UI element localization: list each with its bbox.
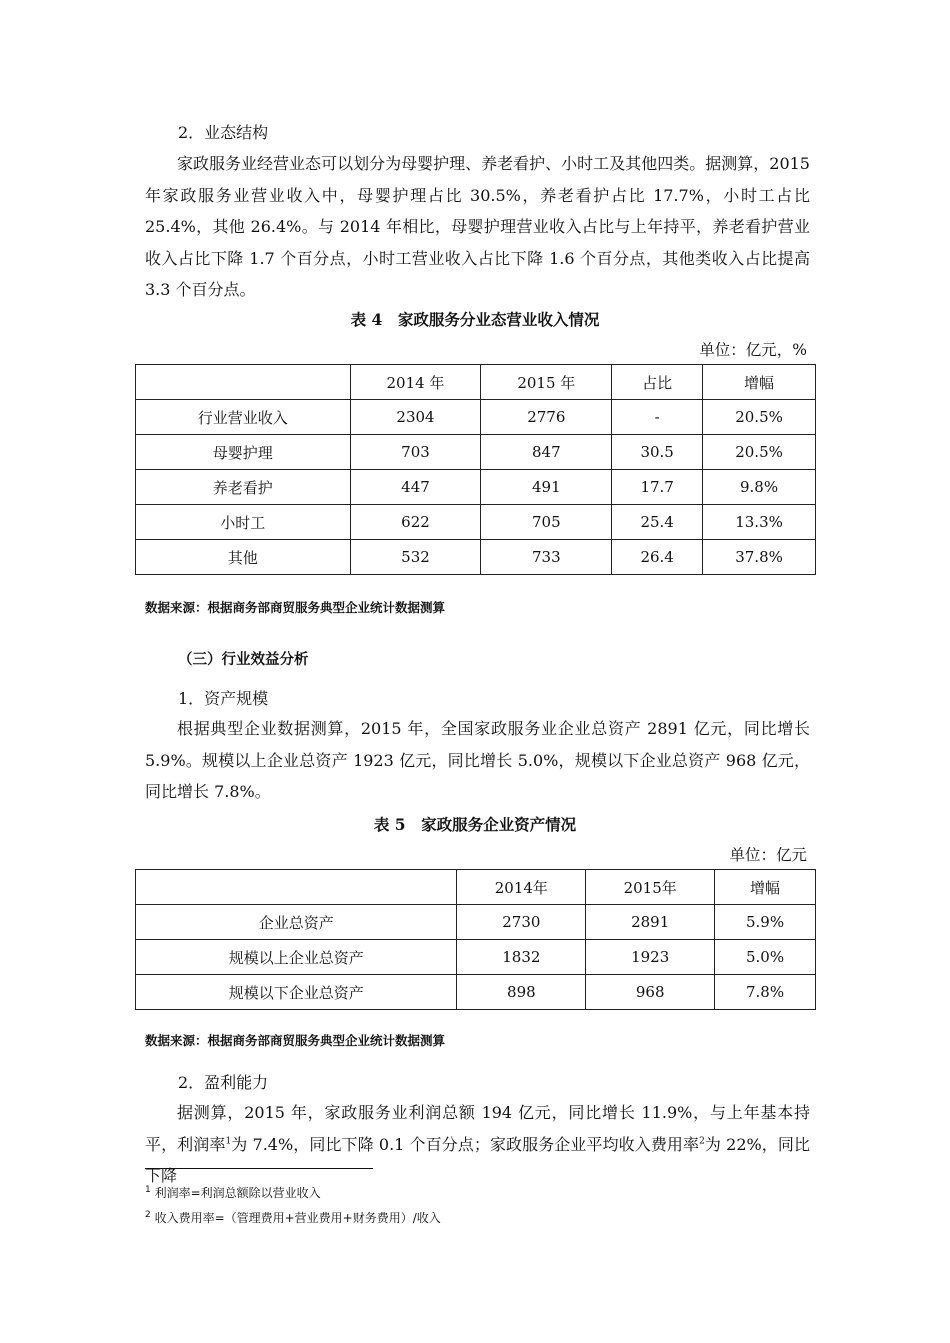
table-cell: 规模以上企业总资产: [136, 940, 457, 975]
table5-caption: 表 5 家政服务企业资产情况: [373, 815, 577, 834]
table-cell: 母婴护理: [136, 435, 351, 470]
table-cell: 25.4: [612, 505, 703, 540]
table-row: [136, 435, 816, 470]
table-header-cell: 占比: [612, 365, 703, 400]
table-cell: 小时工: [136, 505, 351, 540]
paragraph-text: 为 22%，同比下降: [145, 1134, 810, 1185]
table5-source-note: 数据来源：根据商务部商贸服务典型企业统计数据测算: [145, 1033, 446, 1048]
footnote-text: 利润率=利润总额除以营业收入: [154, 1186, 321, 1200]
table-cell: -: [612, 400, 703, 435]
table5: [135, 869, 816, 1010]
paragraph-profitability: [145, 1097, 810, 1192]
table-header-cell: 增幅: [715, 870, 816, 905]
table4-source-note: 数据来源：根据商务部商贸服务典型企业统计数据测算: [145, 600, 446, 615]
table-header-cell: 2015 年: [481, 365, 612, 400]
table-cell: 447: [350, 470, 481, 505]
table4-caption: 表 4 家政服务分业态营业收入情况: [350, 310, 600, 329]
table-cell: 491: [481, 470, 612, 505]
table-cell: 13.3%: [703, 505, 816, 540]
table-row: [136, 540, 816, 575]
table-header-cell: [136, 365, 351, 400]
table-row: [136, 505, 816, 540]
table-cell: 5.0%: [715, 940, 816, 975]
table-cell: 9.8%: [703, 470, 816, 505]
subheading-profitability: 2．盈利能力: [178, 1073, 269, 1092]
subheading-asset-scale: 1．资产规模: [178, 689, 269, 708]
table-cell: 705: [481, 505, 612, 540]
footnote-1: [145, 1184, 321, 1201]
table-cell: 7.8%: [715, 975, 816, 1010]
footnote-separator: [145, 1168, 373, 1169]
section-heading-business-structure: 2．业态结构: [178, 123, 269, 142]
table-cell: 2304: [350, 400, 481, 435]
footnote-2: [145, 1209, 441, 1226]
table-cell: 5.9%: [715, 905, 816, 940]
table-cell: 898: [457, 975, 586, 1010]
table-cell: 20.5%: [703, 400, 816, 435]
table-cell: 26.4: [612, 540, 703, 575]
table-row: [136, 975, 816, 1010]
table-row: [136, 400, 816, 435]
table-cell: 37.8%: [703, 540, 816, 575]
table-header-cell: 2014年: [457, 870, 586, 905]
paragraph-text: 为 7.4%，同比下降 0.1 个百分点；家政服务企业平均收入费用率: [231, 1134, 700, 1154]
paragraph-business-structure: 家政服务业经营业态可以划分为母婴护理、养老看护、小时工及其他四类。据测算，2015 年家政服务业营业收入中，母婴护理占比 30.5%，养老看护占比 17.7%，小时工占比 25.4%，其他 26.4%。与 2014 年相比，母婴护理营业收入占比与上年持平，养老看护营业收入占比下降 1.7 个百分点，小时工营业收入占比下降 1.6 个百分点，其他类收入占比提高 3.3 个百分点。: [145, 154, 810, 299]
paragraph-asset-scale: 根据典型企业数据测算，2015 年，全国家政服务业企业总资产 2891 亿元，同比增长 5.9%。规模以上企业总资产 1923 亿元，同比增长 5.0%，规模以下企业总资产 968 亿元，同比增长 7.8%。: [145, 719, 810, 801]
table-cell: 532: [350, 540, 481, 575]
footnote-mark: 2: [145, 1210, 151, 1220]
table-cell: 2730: [457, 905, 586, 940]
footnote-ref-2: 2: [699, 1136, 705, 1147]
table-header-cell: [136, 870, 457, 905]
table-cell: 968: [586, 975, 715, 1010]
footnote-ref-1: 1: [225, 1136, 232, 1147]
table-cell: 1923: [586, 940, 715, 975]
table-cell: 企业总资产: [136, 905, 457, 940]
table4-unit: 单位：亿元，%: [699, 341, 807, 359]
table-cell: 规模以下企业总资产: [136, 975, 457, 1010]
table-cell: 2891: [586, 905, 715, 940]
table-cell: 17.7: [612, 470, 703, 505]
table-header-cell: 2014 年: [350, 365, 481, 400]
table-header-cell: 2015年: [586, 870, 715, 905]
section-heading-industry-benefit: （三）行业效益分析: [178, 652, 309, 668]
footnote-mark: 1: [145, 1185, 151, 1195]
table-cell: 其他: [136, 540, 351, 575]
table-row: [136, 905, 816, 940]
paragraph-text: 据测算，2015 年，家政服务业利润总额 194 亿元，同比增长 11.9%，与上年基本持平，利润率: [145, 1103, 810, 1154]
table-header-row: [136, 870, 816, 905]
table5-unit: 单位：亿元: [729, 846, 807, 864]
table-cell: 847: [481, 435, 612, 470]
table-cell: 1832: [457, 940, 586, 975]
table-header-cell: 增幅: [703, 365, 816, 400]
table4: [135, 364, 816, 575]
table-row: [136, 940, 816, 975]
table-cell: 622: [350, 505, 481, 540]
table-header-row: [136, 365, 816, 400]
table-cell: 733: [481, 540, 612, 575]
table-cell: 2776: [481, 400, 612, 435]
footnote-text: 收入费用率=（管理费用+营业费用+财务费用）/收入: [154, 1211, 441, 1225]
table-cell: 20.5%: [703, 435, 816, 470]
table-cell: 行业营业收入: [136, 400, 351, 435]
table-cell: 703: [350, 435, 481, 470]
table-cell: 30.5: [612, 435, 703, 470]
table-cell: 养老看护: [136, 470, 351, 505]
table-row: [136, 470, 816, 505]
